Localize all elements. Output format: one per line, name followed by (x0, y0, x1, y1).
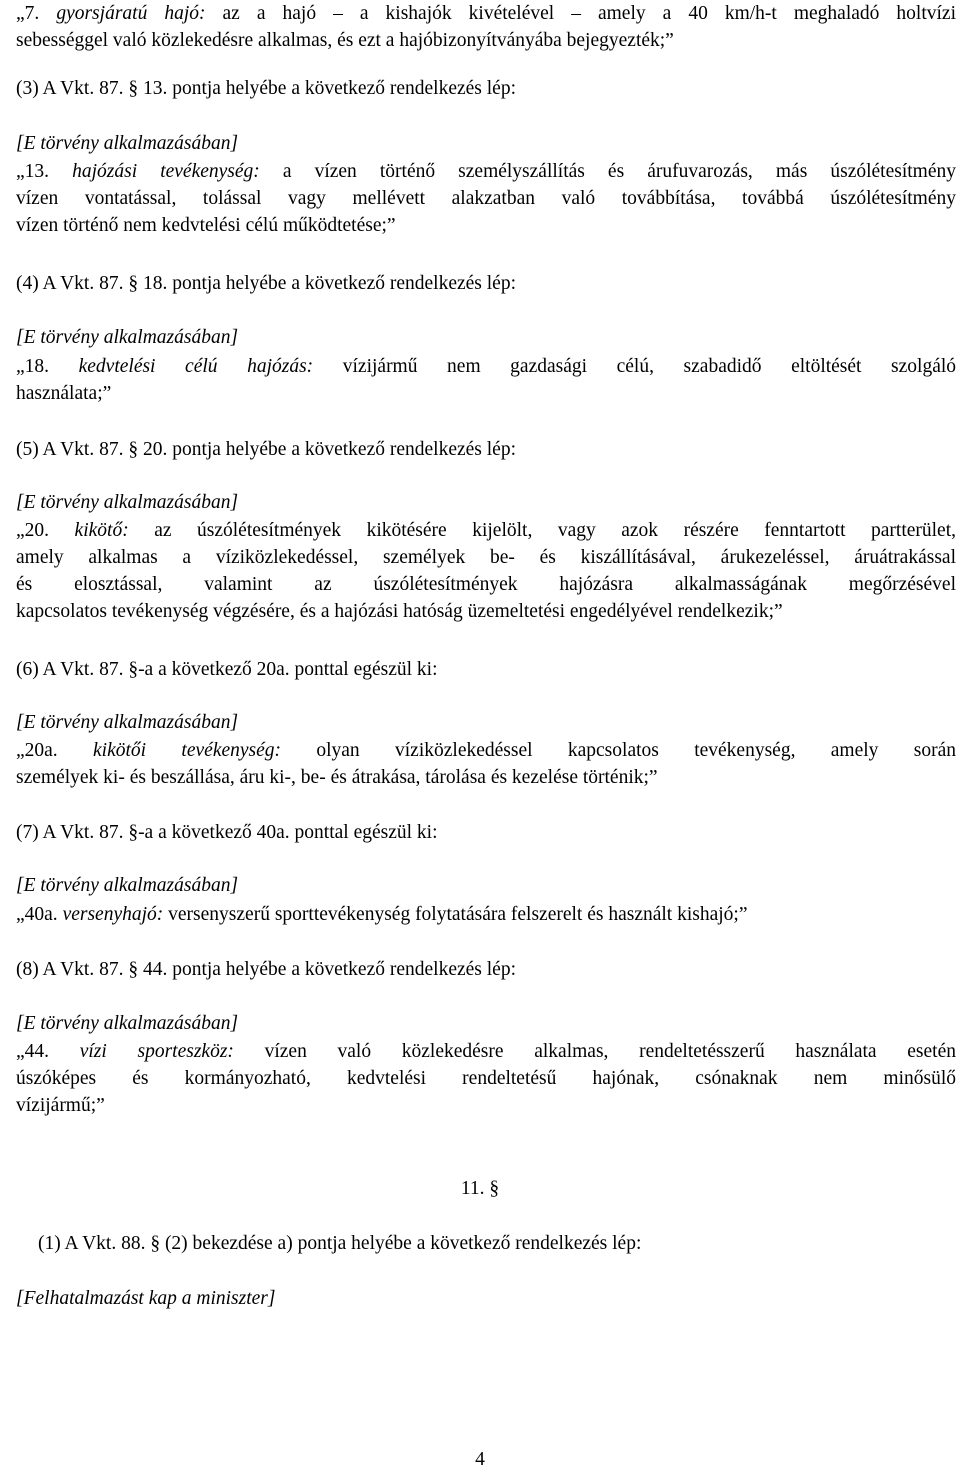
definition-term: kedvtelési célú hajózás: (78, 356, 314, 377)
definition-44-line-2: úszóképes és kormányozható, kedvtelési rendeltetésű hajónak, csónaknak nem minősülő (16, 1068, 956, 1089)
definition-term: vízi sporteszköz: (79, 1041, 234, 1062)
definition-44 (16, 1038, 956, 1119)
context-heading: [E törvény alkalmazásában] (16, 327, 239, 348)
definition-18-line-1: „18. kedvtelési célú hajózás: vízijármű nem gazdasági célú, szabadidő eltöltését szolgáló (16, 356, 957, 377)
definition-20a-line-2: személyek ki- és beszállása, áru ki-, be- és átrakása, tárolása és kezelése történik;” (16, 767, 658, 788)
definition-18 (16, 353, 956, 407)
definition-7-line-1: „7. gyorsjáratú hajó: az a hajó – a kishajók kivételével – amely a 40 km/h-t meghaladó holtvízi (16, 3, 956, 24)
definition-term: kikötői tevékenység: (93, 740, 282, 761)
context-heading: [E törvény alkalmazásában] (16, 133, 239, 154)
definition-term: versenyhajó: (62, 904, 164, 925)
section-heading: 11. § (460, 1178, 500, 1199)
amendment-6: (6) A Vkt. 87. §-a a következő 20a. ponttal egészül ki: (16, 659, 438, 680)
amendment-5: (5) A Vkt. 87. § 20. pontja helyébe a következő rendelkezés lép: (16, 439, 516, 460)
context-heading: [E törvény alkalmazásában] (16, 712, 239, 733)
amendment-3: (3) A Vkt. 87. § 13. pontja helyébe a következő rendelkezés lép: (16, 78, 516, 99)
definition-term: gyorsjáratú hajó: (56, 3, 206, 24)
context-heading: [Felhatalmazást kap a miniszter] (16, 1288, 276, 1309)
definition-20a-line-1: „20a. kikötői tevékenység: olyan víziközlekedéssel kapcsolatos tevékenység, amely során (16, 740, 956, 761)
definition-term: kikötő: (74, 520, 129, 541)
definition-13-line-3: vízen történő nem kedvtelési célú működtetése;” (16, 215, 396, 236)
definition-20 (16, 517, 956, 625)
page-number: 4 (475, 1449, 485, 1470)
definition-13-line-1: „13. hajózási tevékenység: a vízen történő személyszállítás és árufuvarozás, más úszólétesítmény (16, 161, 956, 182)
context-heading: [E törvény alkalmazásában] (16, 492, 239, 513)
amendment-4: (4) A Vkt. 87. § 18. pontja helyébe a következő rendelkezés lép: (16, 273, 516, 294)
section-11-paragraph-1: (1) A Vkt. 88. § (2) bekezdése a) pontja helyébe a következő rendelkezés lép: (38, 1233, 642, 1254)
definition-20-line-4: kapcsolatos tevékenység végzésére, és a hajózási hatóság üzemeltetési engedélyével rendelkezik;” (16, 601, 783, 622)
amendment-8: (8) A Vkt. 87. § 44. pontja helyébe a következő rendelkezés lép: (16, 959, 516, 980)
context-heading: [E törvény alkalmazásában] (16, 875, 239, 896)
definition-18-line-2: használata;” (16, 383, 112, 404)
definition-20a (16, 737, 956, 791)
definition-term: hajózási tevékenység: (72, 161, 260, 182)
definition-7-line-2: sebességgel való közlekedésre alkalmas, és ezt a hajóbizonyítványába bejegyezték;” (16, 30, 674, 51)
definition-40a-line-1: „40a. versenyhajó: versenyszerű sporttevékenység folytatására felszerelt és használt kishajó;” (16, 904, 748, 925)
definition-40a (16, 901, 956, 928)
definition-13-line-2: vízen vontatással, tolással vagy mellévett alakzatban való továbbítása, továbbá úszólétesítmény (16, 188, 956, 209)
definition-20-line-2: amely alkalmas a víziközlekedéssel, személyek be- és kiszállításával, árukezeléssel, áruátrakással (16, 547, 956, 568)
definition-44-line-3: vízijármű;” (16, 1095, 105, 1116)
context-heading: [E törvény alkalmazásában] (16, 1013, 239, 1034)
definition-20-line-1: „20. kikötő: az úszólétesítmények kikötésére kijelölt, vagy azok részére fenntartott partterület, (16, 520, 957, 541)
definition-7 (16, 0, 956, 54)
amendment-7: (7) A Vkt. 87. §-a a következő 40a. ponttal egészül ki: (16, 822, 438, 843)
definition-13 (16, 158, 956, 239)
definition-20-line-3: és elosztással, valamint az úszólétesítmények hajózásra alkalmasságának megőrzésével (16, 574, 956, 595)
definition-44-line-1: „44. vízi sporteszköz: vízen való közlekedésre alkalmas, rendeltetésszerű használata esetén (16, 1041, 956, 1062)
